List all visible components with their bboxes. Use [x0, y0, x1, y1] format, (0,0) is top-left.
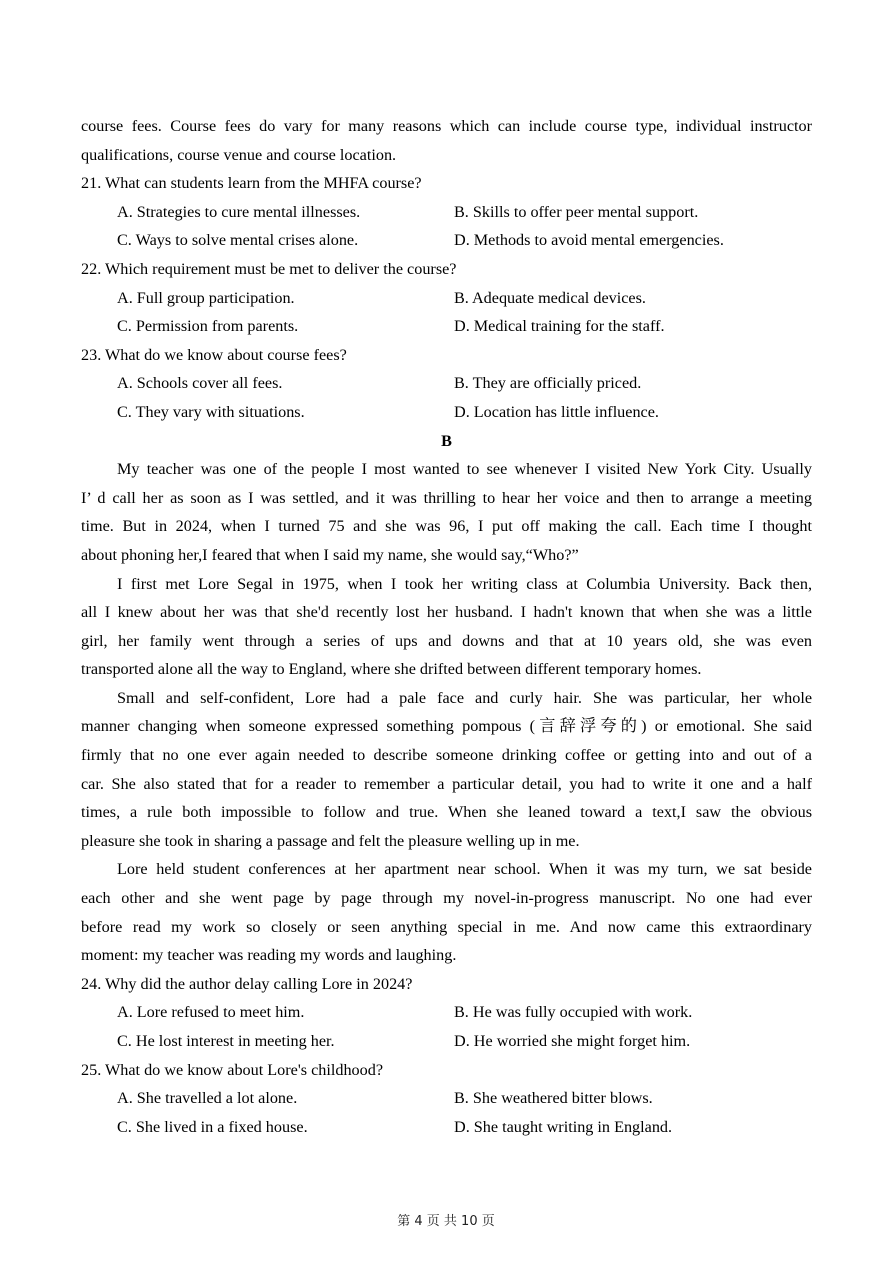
- option-c: C. Permission from parents.: [117, 317, 299, 336]
- text-line: firmly that no one ever again needed to describe someone drinking coffee or getting into and out of a: [81, 746, 812, 765]
- option-a: A. She travelled a lot alone.: [117, 1089, 298, 1108]
- option-a: A. Full group participation.: [117, 288, 295, 307]
- passage-a-tail: [81, 112, 812, 169]
- text-line: My teacher was one of the people I most wanted to see whenever I visited New York City. Usually: [117, 460, 812, 479]
- option-d: D. Methods to avoid mental emergencies.: [454, 231, 724, 250]
- text-line: qualifications, course venue and course location.: [81, 145, 397, 164]
- text-line: before read my work so closely or seen anything special in me. And now came this extraordinary: [81, 917, 812, 936]
- text-line: car. She also stated that for a reader to remember a particular detail, you had to write it one and a half: [81, 774, 812, 793]
- option-b: B. They are officially priced.: [454, 374, 642, 393]
- text-line: I first met Lore Segal in 1975, when I took her writing class at Columbia University. Back then,: [117, 574, 812, 593]
- page-number-footer: 第 4 页 共 10 页: [397, 1214, 495, 1229]
- option-b: B. She weathered bitter blows.: [454, 1089, 653, 1108]
- text-line: moment: my teacher was reading my words and laughing.: [81, 946, 457, 965]
- text-line: Small and self-confident, Lore had a pale face and curly hair. She was particular, her whole: [117, 688, 812, 707]
- option-b: B. Skills to offer peer mental support.: [454, 202, 699, 221]
- page-content: [81, 112, 812, 1141]
- option-a: A. Lore refused to meet him.: [117, 1003, 305, 1022]
- text-line: pleasure she took in sharing a passage and felt the pleasure welling up in me.: [81, 831, 580, 850]
- paragraph-1: [81, 455, 812, 569]
- option-c: C. She lived in a fixed house.: [117, 1117, 308, 1136]
- section-heading: B: [441, 431, 452, 450]
- paragraph-2: [81, 570, 812, 684]
- text-line: transported alone all the way to England, where she drifted between different temporary homes.: [81, 660, 702, 679]
- text-line: time. But in 2024, when I turned 75 and she was 96, I put off making the call. Each time I thought: [81, 517, 812, 536]
- question-stem: 23. What do we know about course fees?: [81, 345, 347, 364]
- question-22: [81, 255, 812, 341]
- question-stem: 21. What can students learn from the MHFA course?: [81, 174, 422, 193]
- paragraph-3: [81, 684, 812, 856]
- text-line: girl, her family went through a series of ups and downs and that at 10 years old, she was even: [81, 631, 812, 650]
- option-d: D. Medical training for the staff.: [454, 317, 665, 336]
- text-line: course fees. Course fees do vary for many reasons which can include course type, individual instructor: [81, 117, 812, 135]
- question-21: [81, 169, 812, 255]
- text-line: each other and she went page by page through my novel-in-progress manuscript. No one had ever: [81, 889, 812, 908]
- option-d: D. Location has little influence.: [454, 402, 659, 421]
- option-c: C. He lost interest in meeting her.: [117, 1032, 335, 1050]
- text-line: I’ d call her as soon as I was settled, and it was thrilling to hear her voice and then to arrange a meeting: [81, 488, 812, 507]
- question-25: [81, 1056, 812, 1142]
- option-c: C. Ways to solve mental crises alone.: [117, 231, 359, 250]
- text-line: times, a rule both impossible to follow and true. When she leaned toward a text,I saw the obvious: [81, 803, 812, 822]
- option-d: D. She taught writing in England.: [454, 1117, 673, 1136]
- question-24: [81, 970, 812, 1056]
- question-stem: 24. Why did the author delay calling Lore in 2024?: [81, 974, 413, 993]
- question-stem: 25. What do we know about Lore's childhood?: [81, 1060, 384, 1079]
- option-d: D. He worried she might forget him.: [454, 1032, 691, 1050]
- option-a: A. Schools cover all fees.: [117, 374, 283, 393]
- text-line: about phoning her,I feared that when I said my name, she would say,“Who?”: [81, 545, 579, 564]
- option-b: B. Adequate medical devices.: [454, 288, 646, 307]
- paragraph-4: [81, 855, 812, 969]
- text-line: all I knew about her was that she'd recently lost her husband. I hadn't known that when she was a little: [81, 603, 812, 622]
- option-a: A. Strategies to cure mental illnesses.: [117, 202, 361, 221]
- option-b: B. He was fully occupied with work.: [454, 1003, 693, 1022]
- question-stem: 22. Which requirement must be met to deliver the course?: [81, 259, 457, 278]
- question-23: [81, 341, 812, 427]
- text-line: manner changing when someone expressed something pompous (言辞浮夸的) or emotional. She said: [81, 717, 812, 736]
- text-line: Lore held student conferences at her apartment near school. When it was my turn, we sat beside: [117, 860, 812, 879]
- option-c: C. They vary with situations.: [117, 402, 305, 421]
